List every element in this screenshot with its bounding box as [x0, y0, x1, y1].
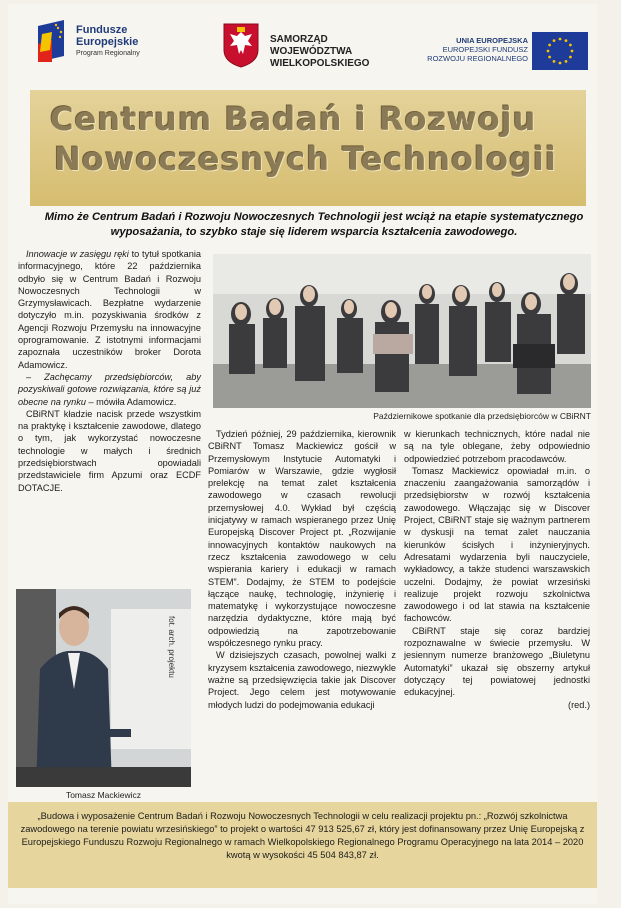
col1-p2-rest: – mówiła Adamowicz.: [85, 396, 177, 407]
lead-paragraph: Mimo że Centrum Badań i Rozwoju Nowoczesnych Technologii jest wciąż na etapie systematycznego wyposażania, to szybko staje się liderem wsparcia kształcenia zawodowego.: [44, 211, 584, 238]
fundusze-europejskie-label: [76, 24, 140, 60]
unia-europejska-label: [420, 36, 528, 63]
column-1-text: [18, 248, 201, 494]
title-line-2: Nowoczesnych Technologii: [54, 140, 557, 178]
meeting-photo: [213, 254, 591, 408]
col3-paragraph-2: Tomasz Mackiewicz opowiadał m.in. o znaczeniu zaangażowania samorządów i przedsiębiorstw w rozwój kształcenia zawodowego. Włączając się w Discover Project, CBiRNT staje się ważnym partnerem w dyskusji na temat zalet nauczania kierunków ścisłych i inżynieryjnych. Adresatami wydarzenia byli nauczyciele, wykładowcy, a także studenci warszawskich uczelni. Dodajmy, że powiat wrzesiński realizuje projekt rozwoju szkolnictwa zawodowego i od lat stawia na kształcenie fachowców.: [404, 465, 590, 624]
meeting-photo-caption: Październikowe spotkanie dla przedsiębiorców w CBiRNT: [373, 411, 591, 421]
fe-line3: Program Regionalny: [76, 50, 140, 57]
col1-paragraph-1: [18, 248, 201, 371]
eu-line3: ROZWOJU REGIONALNEGO: [427, 54, 528, 63]
column-2-text: [208, 428, 396, 711]
photo-credit: fot. arch. projektu: [167, 616, 176, 678]
col2-paragraph-2: W dzisiejszych czasach, powolnej walki z kryzysem kształcenia zawodowego, niezwykle ważne są przedsięwzięcia takie jak Discover Project. Jego celem jest motywowanie młodych ludzi do podejmowania edukacji: [208, 650, 396, 710]
col3-paragraph-1: w kierunkach technicznych, które nadal nie są na tyle oblegane, żeby odpowiednio odpowiedzieć potrzebom pracodawców.: [404, 429, 590, 464]
wielkopolska-eagle-crest-icon: [222, 22, 260, 68]
samorzad-label: [270, 34, 400, 70]
eu-line2: EUROPEJSKI FUNDUSZ: [442, 45, 528, 54]
author-signature: (red.): [568, 699, 590, 710]
col1-p2-italic: – Zachęcamy przedsiębiorców, aby pozyskiwali gotowe rozwiązania, które są już obecne na rynku: [18, 371, 201, 407]
eu-flag-icon: [532, 32, 588, 70]
col3-paragraph-3: CBiRNT staje się coraz bardziej rozpoznawalne w świecie przemysłu. W jesiennym numerze branżowego „Biuletynu Automatyki” ukazał się obszerny artykuł dotyczący tej powiatowej jednostki edukacyjnej.: [404, 625, 590, 698]
eu-line1: UNIA EUROPEJSKA: [456, 36, 528, 45]
fundusze-europejskie-logo-icon: [38, 20, 68, 62]
col2-paragraph-1: Tydzień później, 29 października, kierownik CBiRNT Tomasz Mackiewicz gościł w Przemysłowym Instytucie Automatyki i Pomiarów w Warszawie, gdzie wygłosił prelekcję na temat zalet kształcenia zawodowego w czasach rewolucji przemysłowej 4.0. Wykład był częścią inicjatywy w ramach wspieranego przez Unię Europejską Discover Project pt. „Rozwijanie innowacyjnych kontaktów naukowych na rzecz kształcenia zawodowego w celu wspierania kariery i edukacji w ramach STEM”. Dodajmy, że STEM to podejście łączące naukę, technologię, inżynierię i matematykę i wykorzystujące nowoczesne narzędzia dydaktyczne, które mają być odpowiedzią na zapotrzebowanie współczesnego rynku pracy.: [208, 429, 396, 649]
column-3-text: [404, 428, 590, 711]
meeting-photo-illustration: [213, 254, 591, 408]
newspaper-page: [8, 4, 597, 904]
col1-paragraph-3: CBiRNT kładzie nacisk przede wszystkim na praktykę i kształcenie zawodowe, dlatego o tym, jak wykorzystać nowoczesne technologie w małych i średnich przedsiębiorstwach opowiadali przedstawiciele firm Apzumi oraz ECDF DOTACJE.: [18, 408, 201, 493]
sw-line1: SAMORZĄD WOJEWÓDZTWA: [270, 34, 353, 57]
speaker-photo-illustration: [16, 589, 191, 787]
fe-line2: Europejskie: [76, 36, 139, 48]
speaker-photo-caption: Tomasz Mackiewicz: [65, 790, 142, 800]
project-funding-footer: [8, 802, 597, 888]
fe-line1: Fundusze: [76, 24, 128, 36]
col1-p1-rest: to tytuł spotkania informacyjnego, które 22 października odbyło się w Centrum Badań i Rozwoju Nowoczesnych Technologii w Grzymysławicach. Bezpłatne wydarzenie dotyczyło m.in. pozyskiwania środków z Agencji Rozwoju Przemysłu na innowacyjne oprogramowanie. Z istotnymi informacjami zapoznała uczestników broker Dorota Adamowicz.: [18, 249, 202, 370]
title-banner: [30, 90, 586, 206]
footer-text: „Budowa i wyposażenie Centrum Badań i Rozwoju Nowoczesnych Technologii w celu realizacji projektu pn.: „Rozwój szkolnictwa zawodowego na terenie powiatu wrzesińskiego” to projekt o wartości 47 913 525,67 zł, który jest dofinansowany przez Unię Europejską z Europejskiego Funduszu Rozwoju Regionalnego w ramach Wielkopolskiego Regionalnego Programu Operacyjnego na lata 2014 – 2020 kwotą w wysokości 45 504 843,87 zł.: [20, 811, 585, 860]
sw-line2: WIELKOPOLSKIEGO: [270, 58, 370, 69]
logo-bar: [8, 4, 597, 82]
col1-paragraph-2: [18, 371, 201, 408]
title-line-1: Centrum Badań i Rozwoju: [50, 100, 537, 138]
col1-p1-italic: Innowacje w zasięgu ręki: [26, 249, 129, 259]
speaker-photo: [16, 589, 191, 787]
